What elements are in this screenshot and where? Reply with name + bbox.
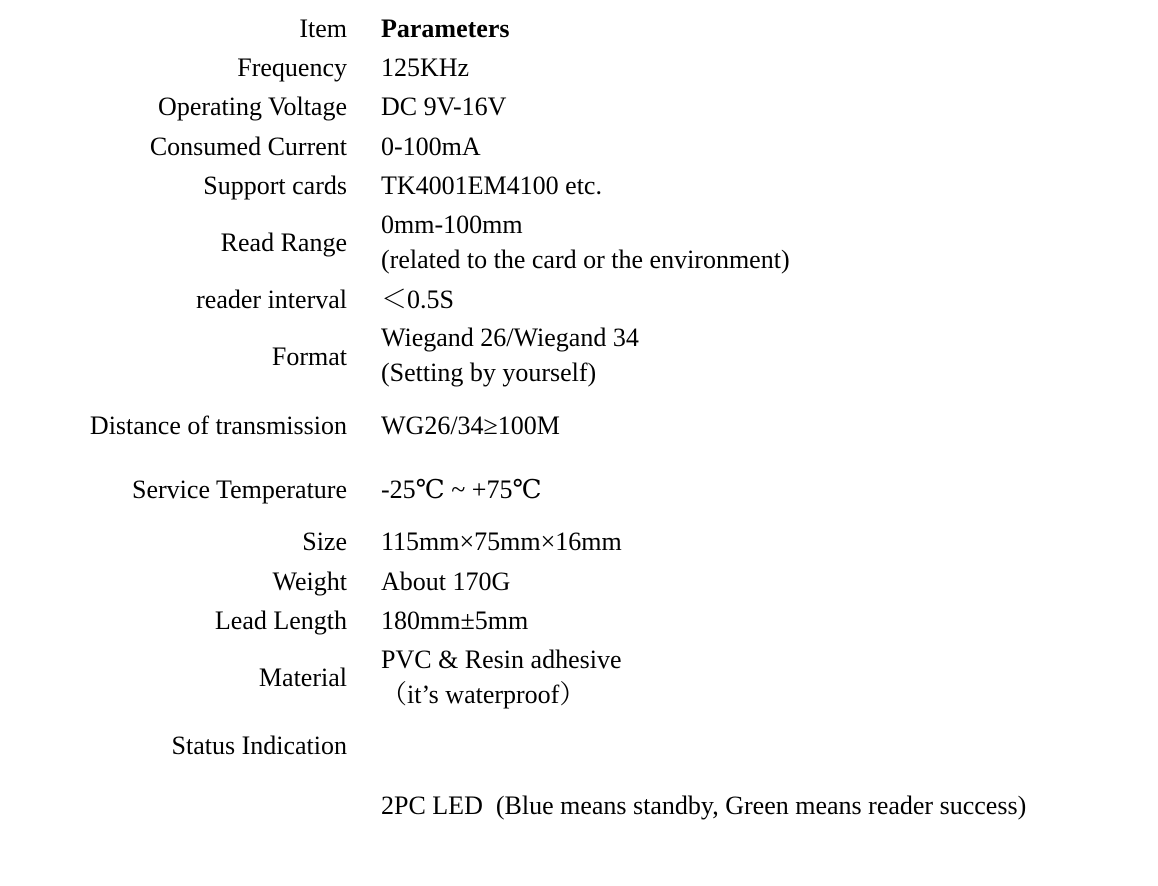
- spec-value-line: 125KHz: [381, 53, 470, 82]
- spec-value-line: ＜0.5S: [381, 285, 454, 314]
- spec-value: [381, 527, 622, 562]
- spec-value: [381, 731, 1026, 886]
- spec-value-line: -25℃ ~ +75℃: [381, 475, 542, 504]
- spec-value-line: (Setting by yourself): [381, 358, 597, 387]
- spec-label: Consumed Current: [149, 132, 347, 161]
- spec-value-line: Wiegand 26/Wiegand 34: [381, 323, 639, 352]
- spec-label: Size: [302, 527, 347, 556]
- spec-value-line: 0mm-100mm: [381, 210, 523, 239]
- spec-value-line: PVC & Resin adhesive: [381, 645, 622, 674]
- spec-label: Support cards: [203, 171, 347, 200]
- spec-value-line: （it’s waterproof）: [381, 680, 586, 709]
- spec-label: Material: [258, 663, 347, 692]
- spec-value: [381, 53, 469, 88]
- spec-value: [381, 475, 542, 510]
- spec-label: Read Range: [220, 228, 347, 257]
- spec-value: [381, 92, 506, 127]
- spec-value-line: 2PC LED (Blue means standby, Green means reader success): [381, 791, 1027, 820]
- spec-value-line: About 170G: [381, 567, 511, 596]
- spec-value: [381, 132, 481, 167]
- spec-value: [381, 210, 790, 280]
- spec-value-line: DC 9V-16V: [381, 92, 507, 121]
- spec-label: Operating Voltage: [158, 92, 347, 121]
- spec-value-line: 180mm±5mm: [381, 606, 529, 635]
- spec-value: [381, 323, 639, 393]
- spec-value-line: (related to the card or the environment): [381, 245, 790, 274]
- spec-value: [381, 645, 622, 715]
- spec-value: [381, 606, 528, 641]
- header-item: Item: [299, 14, 347, 43]
- spec-value-line: 115mm×75mm×16mm: [381, 527, 622, 556]
- header-parameters: Parameters: [381, 14, 510, 43]
- spec-value: [381, 285, 454, 320]
- spec-label: Weight: [272, 567, 347, 596]
- spec-label: Lead Length: [214, 606, 347, 635]
- spec-value: [381, 171, 602, 206]
- spec-value-line: 0-100mA: [381, 132, 481, 161]
- spec-label: Frequency: [237, 53, 347, 82]
- spec-value-line: TK4001EM4100 etc.: [381, 171, 602, 200]
- spec-label: reader interval: [196, 285, 347, 314]
- spec-value: [381, 567, 510, 602]
- spec-label: Distance of transmission: [89, 411, 347, 440]
- spec-label: Status Indication: [171, 731, 347, 760]
- spec-value-line: WG26/34≥100M: [381, 411, 560, 440]
- spec-label: Service Temperature: [132, 475, 347, 504]
- spec-value: [381, 411, 560, 446]
- spec-label: Format: [271, 342, 347, 371]
